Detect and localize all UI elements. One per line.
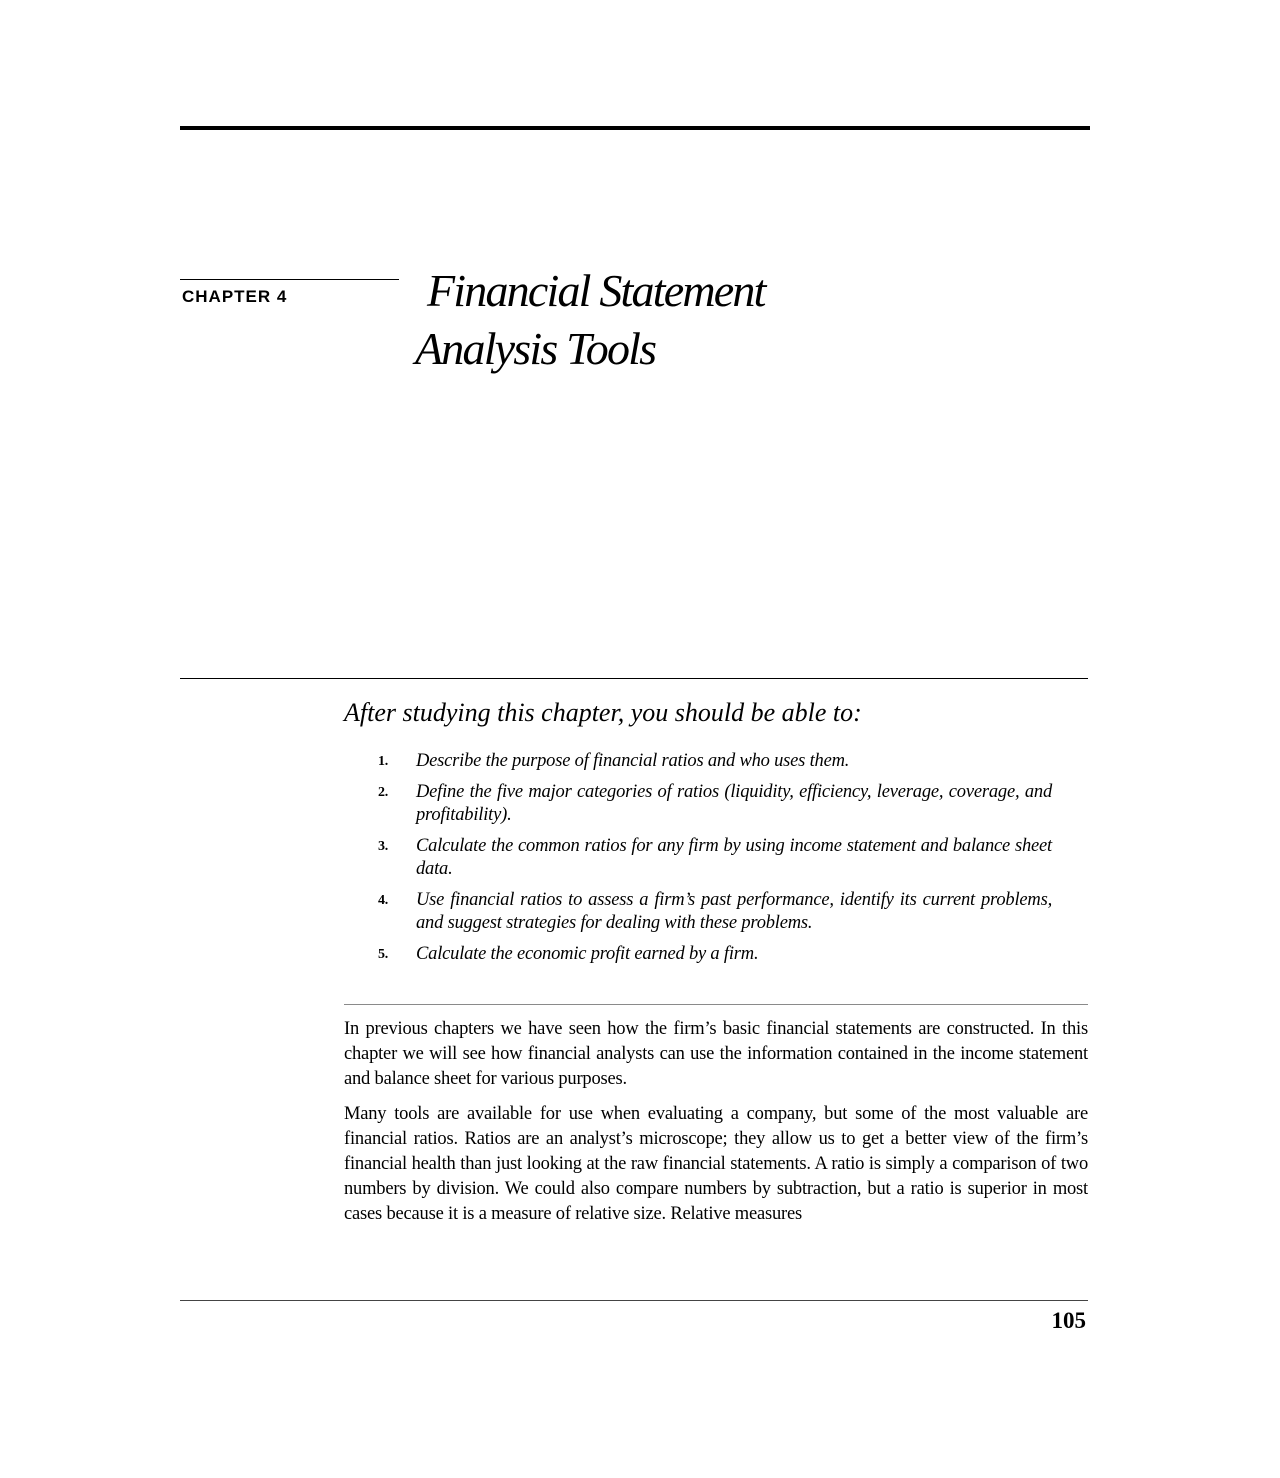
objectives-list (378, 750, 1052, 973)
objective-text: Define the five major categories of ratios (liquidity, efficiency, leverage, coverage, and profitability). (416, 781, 1052, 825)
objective-item (378, 889, 1052, 936)
objective-text: Calculate the common ratios for any firm by using income statement and balance sheet data. (416, 835, 1052, 879)
top-rule (180, 126, 1090, 130)
objective-item (378, 835, 1052, 882)
body-paragraph: Many tools are available for use when evaluating a company, but some of the most valuable are financial ratios. Ratios are an analyst’s microscope; they allow us to get a better view of the firm’s financial health than just looking at the raw financial statements. A ratio is simply a comparison of two numbers by division. We could also compare numbers by subtraction, but a ratio is superior in most cases because it is a measure of relative size. Relative measures (344, 1104, 1088, 1224)
chapter-title (415, 262, 765, 378)
chapter-label: CHAPTER 4 (182, 287, 288, 306)
objective-item (378, 750, 1052, 774)
objective-text: Describe the purpose of financial ratios and who uses them. (416, 751, 850, 771)
page-number: 105 (1051, 1308, 1086, 1333)
objective-item (378, 943, 1052, 967)
objective-text: Calculate the economic profit earned by a firm. (416, 943, 759, 964)
objectives-rule (180, 678, 1088, 679)
chapter-title-line2: Analysis Tools (415, 323, 656, 374)
objective-number: 5. (378, 946, 389, 962)
footer-rule (180, 1300, 1088, 1301)
objective-number: 2. (378, 784, 389, 800)
body-text (344, 1017, 1088, 1237)
objective-number: 3. (378, 838, 389, 854)
objective-number: 1. (378, 754, 389, 769)
objective-text: Use financial ratios to assess a firm’s past performance, identify its current problems, and suggest strategies for dealing with these problems. (416, 889, 1052, 933)
chapter-title-line1: Financial Statement (427, 265, 765, 316)
body-paragraph: In previous chapters we have seen how the firm’s basic financial statements are constructed. In this chapter we will see how financial analysts can use the information contained in the income statement and balance sheet for various purposes. (344, 1019, 1088, 1089)
objectives-heading: After studying this chapter, you should be able to: (344, 698, 862, 727)
objective-item (378, 781, 1052, 828)
chapter-label-rule (180, 279, 399, 280)
body-rule (344, 1004, 1088, 1005)
objective-number: 4. (378, 892, 389, 908)
